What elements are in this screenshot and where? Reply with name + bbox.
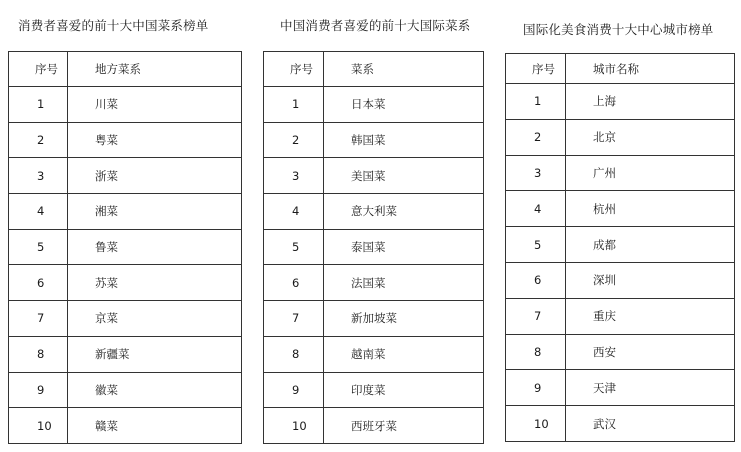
- rank-cell: 2: [506, 119, 566, 155]
- table-row: [9, 122, 242, 158]
- table-row: [506, 84, 735, 120]
- cuisine-cell: 苏菜: [68, 265, 242, 301]
- rank-cell: 2: [264, 122, 324, 158]
- rank-cell: 5: [9, 229, 68, 265]
- rank-cell: 10: [506, 406, 566, 442]
- cuisine-cell: 湘菜: [68, 194, 242, 230]
- table-row: [506, 370, 735, 406]
- table-row: [9, 372, 242, 408]
- cuisine-cell: 赣菜: [68, 408, 242, 444]
- table-row: [9, 408, 242, 444]
- table-row: [264, 372, 484, 408]
- food-city-table: [505, 53, 735, 442]
- table-row: [264, 265, 484, 301]
- table-header-row: [9, 52, 242, 87]
- table-row: [506, 262, 735, 298]
- table-row: [506, 119, 735, 155]
- table-row: [506, 191, 735, 227]
- city-cell: 广州: [566, 155, 735, 191]
- table-header-row: [264, 52, 484, 87]
- rank-cell: 9: [506, 370, 566, 406]
- header-rank: 序号: [506, 54, 566, 84]
- international-cuisine-title: 中国消费者喜爱的前十大国际菜系: [280, 18, 471, 33]
- rank-cell: 9: [264, 372, 324, 408]
- cuisine-cell: 川菜: [68, 87, 242, 123]
- city-cell: 重庆: [566, 298, 735, 334]
- table-row: [9, 336, 242, 372]
- rank-cell: 7: [264, 301, 324, 337]
- cuisine-cell: 法国菜: [324, 265, 484, 301]
- table-row: [9, 194, 242, 230]
- cuisine-cell: 越南菜: [324, 336, 484, 372]
- chinese-cuisine-title: 消费者喜爱的前十大中国菜系榜单: [18, 18, 209, 33]
- header-city: 城市名称: [566, 54, 735, 84]
- international-cuisine-table: [263, 51, 484, 444]
- table-row: [506, 406, 735, 442]
- rank-cell: 5: [506, 227, 566, 263]
- table-row: [506, 298, 735, 334]
- rank-cell: 1: [264, 87, 324, 123]
- cuisine-cell: 美国菜: [324, 158, 484, 194]
- rank-cell: 10: [9, 408, 68, 444]
- rank-cell: 9: [9, 372, 68, 408]
- cuisine-cell: 新加坡菜: [324, 301, 484, 337]
- cuisine-cell: 鲁菜: [68, 229, 242, 265]
- cuisine-cell: 粤菜: [68, 122, 242, 158]
- food-city-title: 国际化美食消费十大中心城市榜单: [523, 22, 714, 37]
- rank-cell: 5: [264, 229, 324, 265]
- rank-cell: 7: [506, 298, 566, 334]
- rank-cell: 6: [506, 262, 566, 298]
- city-cell: 武汉: [566, 406, 735, 442]
- table-row: [506, 334, 735, 370]
- cuisine-cell: 印度菜: [324, 372, 484, 408]
- cuisine-cell: 意大利菜: [324, 194, 484, 230]
- table-row: [9, 301, 242, 337]
- rank-cell: 6: [9, 265, 68, 301]
- header-cuisine: 菜系: [324, 52, 484, 87]
- table-row: [264, 229, 484, 265]
- table-row: [264, 301, 484, 337]
- rank-cell: 4: [264, 194, 324, 230]
- rank-cell: 7: [9, 301, 68, 337]
- table-row: [9, 265, 242, 301]
- table-row: [9, 229, 242, 265]
- table-row: [506, 155, 735, 191]
- table-row: [264, 158, 484, 194]
- cuisine-cell: 徽菜: [68, 372, 242, 408]
- cuisine-cell: 京菜: [68, 301, 242, 337]
- rank-cell: 4: [9, 194, 68, 230]
- rank-cell: 8: [264, 336, 324, 372]
- cuisine-cell: 韩国菜: [324, 122, 484, 158]
- rank-cell: 3: [9, 158, 68, 194]
- header-rank: 序号: [264, 52, 324, 87]
- rank-cell: 8: [9, 336, 68, 372]
- rank-cell: 3: [506, 155, 566, 191]
- table-row: [9, 158, 242, 194]
- city-cell: 杭州: [566, 191, 735, 227]
- city-cell: 上海: [566, 84, 735, 120]
- cuisine-cell: 浙菜: [68, 158, 242, 194]
- city-cell: 西安: [566, 334, 735, 370]
- header-rank: 序号: [9, 52, 68, 87]
- chinese-cuisine-table: [8, 51, 242, 444]
- rank-cell: 3: [264, 158, 324, 194]
- city-cell: 成都: [566, 227, 735, 263]
- table-row: [264, 122, 484, 158]
- city-cell: 深圳: [566, 262, 735, 298]
- cuisine-cell: 泰国菜: [324, 229, 484, 265]
- table-row: [506, 227, 735, 263]
- cuisine-cell: 西班牙菜: [324, 408, 484, 444]
- cuisine-cell: 日本菜: [324, 87, 484, 123]
- table-row: [264, 408, 484, 444]
- table-row: [9, 87, 242, 123]
- table-row: [264, 194, 484, 230]
- table-header-row: [506, 54, 735, 84]
- rank-cell: 1: [9, 87, 68, 123]
- rank-cell: 6: [264, 265, 324, 301]
- table-row: [264, 87, 484, 123]
- table-row: [264, 336, 484, 372]
- cuisine-cell: 新疆菜: [68, 336, 242, 372]
- city-cell: 天津: [566, 370, 735, 406]
- header-cuisine: 地方菜系: [68, 52, 242, 87]
- city-cell: 北京: [566, 119, 735, 155]
- rank-cell: 8: [506, 334, 566, 370]
- rank-cell: 1: [506, 84, 566, 120]
- rank-cell: 2: [9, 122, 68, 158]
- rank-cell: 10: [264, 408, 324, 444]
- rank-cell: 4: [506, 191, 566, 227]
